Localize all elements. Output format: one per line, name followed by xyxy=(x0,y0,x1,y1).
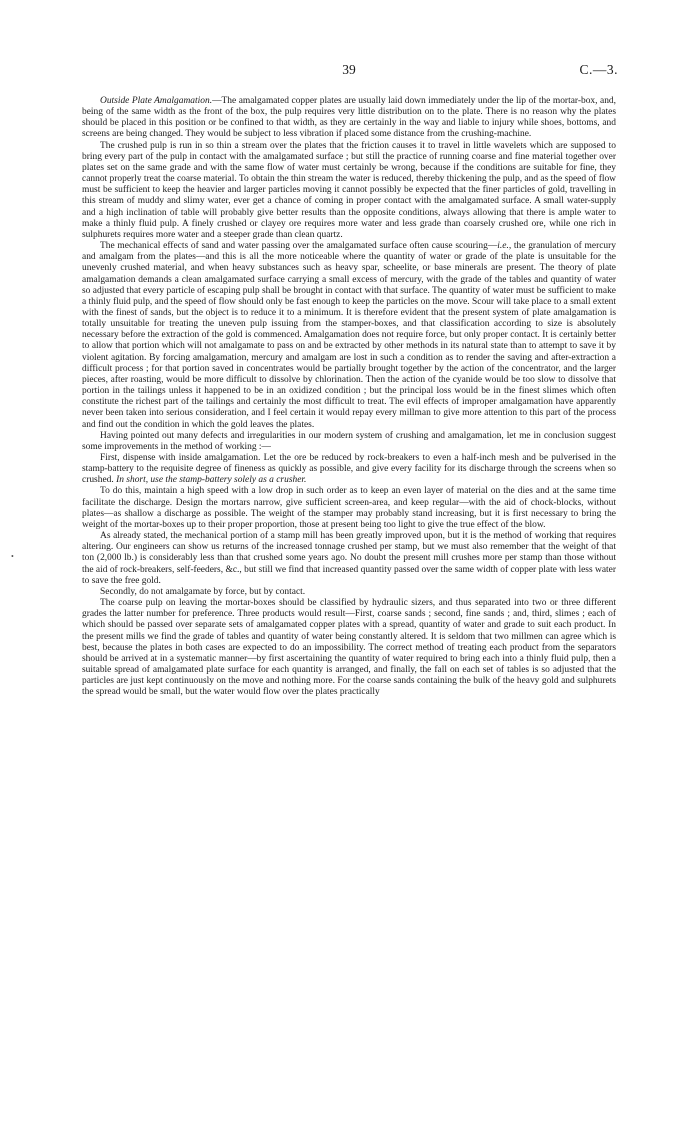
sheet-reference: C.—3. xyxy=(579,62,618,77)
page-header xyxy=(82,60,616,82)
italic-abbreviation: i.e., xyxy=(497,241,512,252)
page-number: 39 xyxy=(342,62,356,77)
paragraph-text: the granulation of mercury and amalgam from the plates—and this is all the more noticeable where the quantity of water or grade of the plate is unsuitable for the unevenly crushed material, and when heavy substances such as heavy spar, scheelite, or base minerals are present. The theory of plate amalgamation demands a clean amalgamated surface carrying a small excess of mercury, with the grade of the tables and quantity of water so adjusted that every particle of escaping pulp shall be brought in contact with that surface. The quantity of water must be sufficient to make a thinly fluid pulp, and the speed of flow should only be fast enough to keep the particles on the move. Scour will take place to a small extent with the finest of sands, but the object is to reduce it to a minimum. It is therefore evident that the present system of plate amalgamation is totally unsuitable for treating the uneven pulp issuing from the stamper-boxes, and that classification according to size is absolutely necessary before the extraction of the gold is commenced. Amalgamation does not require force, but only proper contact. It is certainly better to allow that portion which will not amalgamate to pass on and be extracted by other methods in its natural state than to attempt to save it by violent agitation. By forcing amalgamation, mercury and amalgam are lost in such a condition as to render the saving and after-extraction a difficult process ; for that portion saved in concentrates would be partially brought together by the action of the concentrator, and the larger pieces, after roasting, would be more difficult to dissolve by chlorination. Then the action of the cyanide would be too slow to dissolve that portion in the tailings unless it happened to be in an oxidized condition ; but the principal loss would be in the finest slimes which often constitute the richest part of the tailings and certainly the most difficult to treat. The evil effects of improper amalgamation have apparently never been taken into serious consideration, and I feel certain it would repay every millman to give more attention to this part of the process and find out the condition in which the gold leaves the plates. xyxy=(82,241,616,430)
paragraph-text: First, dispense with inside amalgamation. Let the ore be reduced by rock-breakers to even a half-inch mesh and be pulverised in the stamp-battery to the requisite degree of fineness as quickly as possible, and give every facility for its discharge through the screens when so crushed. xyxy=(82,453,616,486)
paragraph-text: The crushed pulp is run in so thin a stream over the plates that the friction causes it to travel in little wavelets which are supposed to bring every part of the pulp in contact with the amalgamated surface ; but still the practice of running coarse and fine material together over plates set on the same grade and with the same flow of water must certainly be wrong, because if the conditions are suitable for fine, they cannot properly treat the coarse material. To obtain the thin stream the water is reduced, thereby thickening the pulp, and as the speed of flow must be sufficient to keep the heavier and larger particles moving it cannot possibly be expected that the finer particles of gold, travelling in this stream of muddy and slimy water, ever get a chance of coming in proper contact with the amalgamated surface. A small water-supply and a high inclination of table will probably give better results than the opposite conditions, always allowing that there is ample water to make a thinly fluid pulp. A finely crushed or clayey ore requires more water and less grade than coarsely crushed ore, while one rich in sulphurets requires more water and a steeper grade than clean quartz. xyxy=(82,140,616,240)
paragraph-outside-plate-amalgamation xyxy=(82,96,616,141)
paragraph xyxy=(82,587,616,598)
paragraph-text: Having pointed out many defects and irregularities in our modern system of crushing and amalgamation, let me in conclusion suggest some improvements in the method of working :— xyxy=(82,430,616,452)
paragraph-text: To do this, maintain a high speed with a low drop in such order as to keep an even layer of material on the dies and at the same time facilitate the discharge. Design the mortars narrow, give sufficient screen-area, and keep regular—with the aid of chock-blocks, without plates—as shallow a discharge as possible. The weight of the stamper may probably stand increasing, but it is first necessary to bring the weight of the mortar-boxes up to their proper proportion, those at present being too light to give the true effect of the blow. xyxy=(82,486,616,530)
paragraph xyxy=(82,453,616,486)
paragraph xyxy=(82,141,616,241)
paragraph-text: Secondly, do not amalgamate by force, but by contact. xyxy=(100,586,306,597)
paragraph-text: As already stated, the mechanical portion of a stamp mill has been greatly improved upon, but it is the method of working that requires altering. Our engineers can show us returns of the increased tonnage crushed per stamp, but we must also remember that the weight of that ton (2,000 lb.) is considerably less than that crushed some years ago. No doubt the present mill crushes more per stamp than those without the aid of rock-breakers, self-feeders, &c., but still we find that increased quantity passed over the same width of copper plate with less water to save the free gold. xyxy=(82,531,616,586)
section-heading: Outside Plate Amalgamation. xyxy=(100,96,213,106)
italic-emphasis: In short, use the stamp-battery solely as a crusher. xyxy=(116,475,307,486)
body-text xyxy=(82,96,616,698)
paragraph-text: The coarse pulp on leaving the mortar-boxes should be classified by hydraulic sizers, and thus separated into two or three different grades the latter number for preference. Three products would result—First, coarse sands ; second, fine sands ; and, third, slimes ; each of which should be passed over separate sets of amalgamated copper plates with a spread, quantity of water and grade to suit each product. In the present mills we find the grade of tables and quantity of water being constantly altered. It is seldom that two millmen can agree which is best, because the plates in both cases are expected to do an impossibility. The correct method of treating each product from the separators should be arrived at in a systematic manner—by first ascertaining the quantity of water required to bring each into a thinly fluid pulp, then a suitable spread of amalgamated plate surface for each quantity is arranged, and finally, the fall on each set of tables is so adjusted that the particles are just kept continuously on the move and nothing more. For the coarse sands containing the bulk of the heavy gold and sulphurets the spread would be small, but the water would flow over the plates practically xyxy=(82,598,616,698)
paragraph-text: —The amalgamated copper plates are usually laid down immediately under the lip of the mortar-box, and, being of the same width as the front of the box, the pulp requires very little distribution on to the plate. There is no reason why the plates should be placed in this position or be confined to that width, as they are certainly in the way and liable to injury while shoes, bottoms, and screens are being changed. They would be subject to less vibration if placed some distance from the crushing-machine. xyxy=(82,96,616,140)
paragraph xyxy=(82,241,616,431)
paragraph xyxy=(82,531,616,587)
margin-speck: • xyxy=(11,552,14,561)
paragraph xyxy=(82,598,616,698)
paragraph xyxy=(82,431,616,453)
paragraph xyxy=(82,486,616,531)
document-page xyxy=(82,60,616,698)
paragraph-text: The mechanical effects of sand and water passing over the amalgamated surface often cause scouring— xyxy=(100,241,498,252)
